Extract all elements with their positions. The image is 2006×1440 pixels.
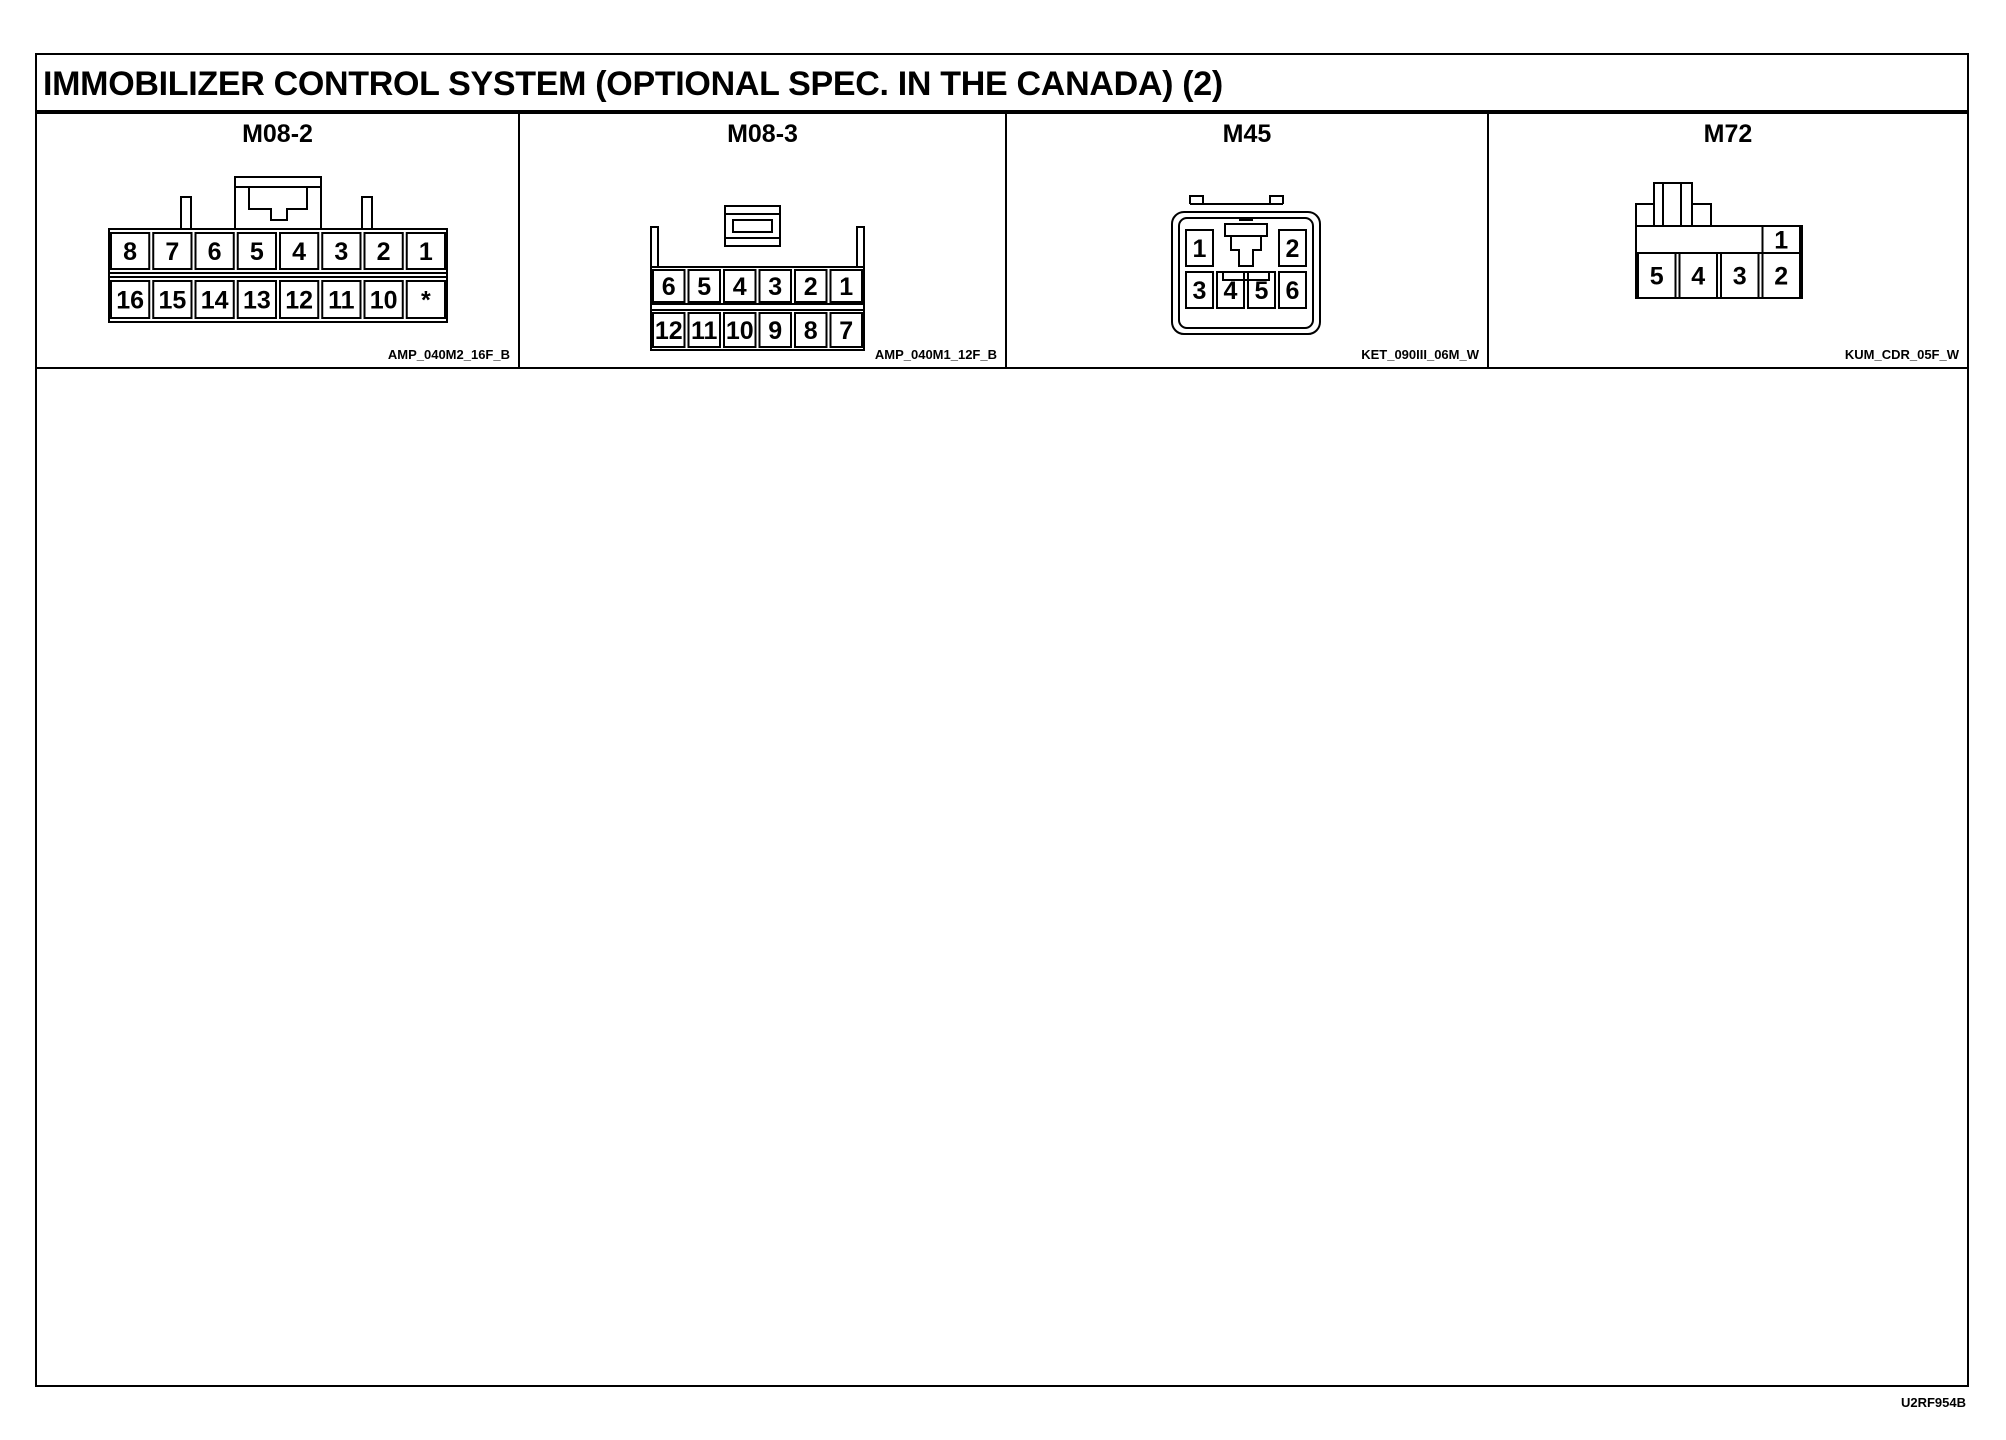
connector-code: KET_090III_06M_W [1361, 347, 1479, 362]
pin-label: 14 [200, 286, 229, 315]
connector-drawing-m08-2 [37, 114, 518, 367]
pin-label: 10 [725, 317, 754, 345]
pin-label: 3 [1192, 277, 1207, 305]
pin-label: 13 [242, 286, 271, 315]
pin-group [1638, 226, 1800, 298]
connector-name: M08-2 [242, 120, 313, 148]
connector-drawing-m72 [1489, 114, 1967, 367]
latch-tab [1270, 196, 1283, 204]
pin-label: 5 [1254, 277, 1269, 305]
pin-label: 2 [1774, 262, 1789, 291]
connector-code: AMP_040M2_16F_B [387, 347, 510, 362]
figure-id: U2RF954B [1900, 1395, 1966, 1410]
latch-post [857, 227, 864, 267]
connector-name: M72 [1703, 120, 1753, 148]
latch-post [181, 197, 191, 229]
pin-label: 1 [1774, 226, 1789, 255]
pin-label: 11 [328, 286, 355, 315]
connector-cell-m45 [1007, 114, 1489, 367]
connector-row [37, 114, 1967, 369]
connector-cell-m72 [1489, 114, 1967, 367]
diagram-title: IMMOBILIZER CONTROL SYSTEM (OPTIONAL SPEC. IN THE CANADA) (2) [43, 65, 1223, 103]
connector-name: M08-3 [727, 120, 798, 148]
latch-housing [1654, 183, 1692, 226]
pin-label: 9 [768, 317, 783, 345]
pin-label: 5 [1649, 262, 1664, 291]
connector-code: KUM_CDR_05F_W [1844, 347, 1959, 362]
pin-label: 6 [207, 238, 222, 266]
pin-label: 1 [418, 238, 433, 266]
pin-label: 3 [768, 273, 783, 301]
connector-code: AMP_040M1_12F_B [874, 347, 997, 362]
connector-drawing-m45 [1007, 114, 1487, 367]
pin-group [1186, 230, 1306, 308]
pin-label: 3 [334, 238, 349, 266]
pin-label: 5 [249, 238, 264, 266]
pin-label: 1 [1192, 235, 1207, 263]
pin-label: 7 [165, 238, 180, 266]
pin-label: 1 [839, 273, 854, 301]
connector-name: M45 [1222, 120, 1272, 148]
pin-group [111, 233, 445, 318]
pin-label: 4 [1691, 262, 1706, 291]
pin-label: 2 [376, 238, 391, 266]
connector-body [651, 267, 864, 350]
pin-label: 16 [116, 286, 145, 315]
pin-label: 12 [285, 286, 314, 315]
pin-label: 3 [1732, 262, 1747, 291]
connector-cell-m08-3 [520, 114, 1007, 367]
title-bar [37, 55, 1967, 114]
pin-group [653, 270, 862, 347]
pin-label: 4 [732, 273, 747, 301]
pin-label: 8 [803, 317, 818, 345]
diagram-frame [35, 53, 1969, 1387]
pin-label: 2 [803, 273, 818, 301]
pin-label: 10 [369, 286, 398, 315]
pin-label: 4 [292, 238, 307, 266]
pin-label: 5 [697, 273, 712, 301]
pin-label: 2 [1285, 235, 1300, 263]
pin-label: * [421, 286, 431, 315]
pin-label: 11 [691, 317, 718, 345]
pin-label: 15 [158, 286, 187, 315]
pin-label: 6 [1285, 277, 1300, 305]
pin-label: 4 [1223, 277, 1238, 305]
pin-label: 8 [123, 238, 138, 266]
latch-tab [1190, 196, 1203, 204]
pin-label: 12 [654, 317, 683, 345]
latch-post [651, 227, 658, 267]
connector-cell-m08-2 [37, 114, 520, 367]
latch-housing [235, 177, 321, 229]
pin-label: 6 [661, 273, 676, 301]
latch-post [362, 197, 372, 229]
pin-label: 7 [839, 317, 854, 345]
connector-drawing-m08-3 [520, 114, 1005, 367]
